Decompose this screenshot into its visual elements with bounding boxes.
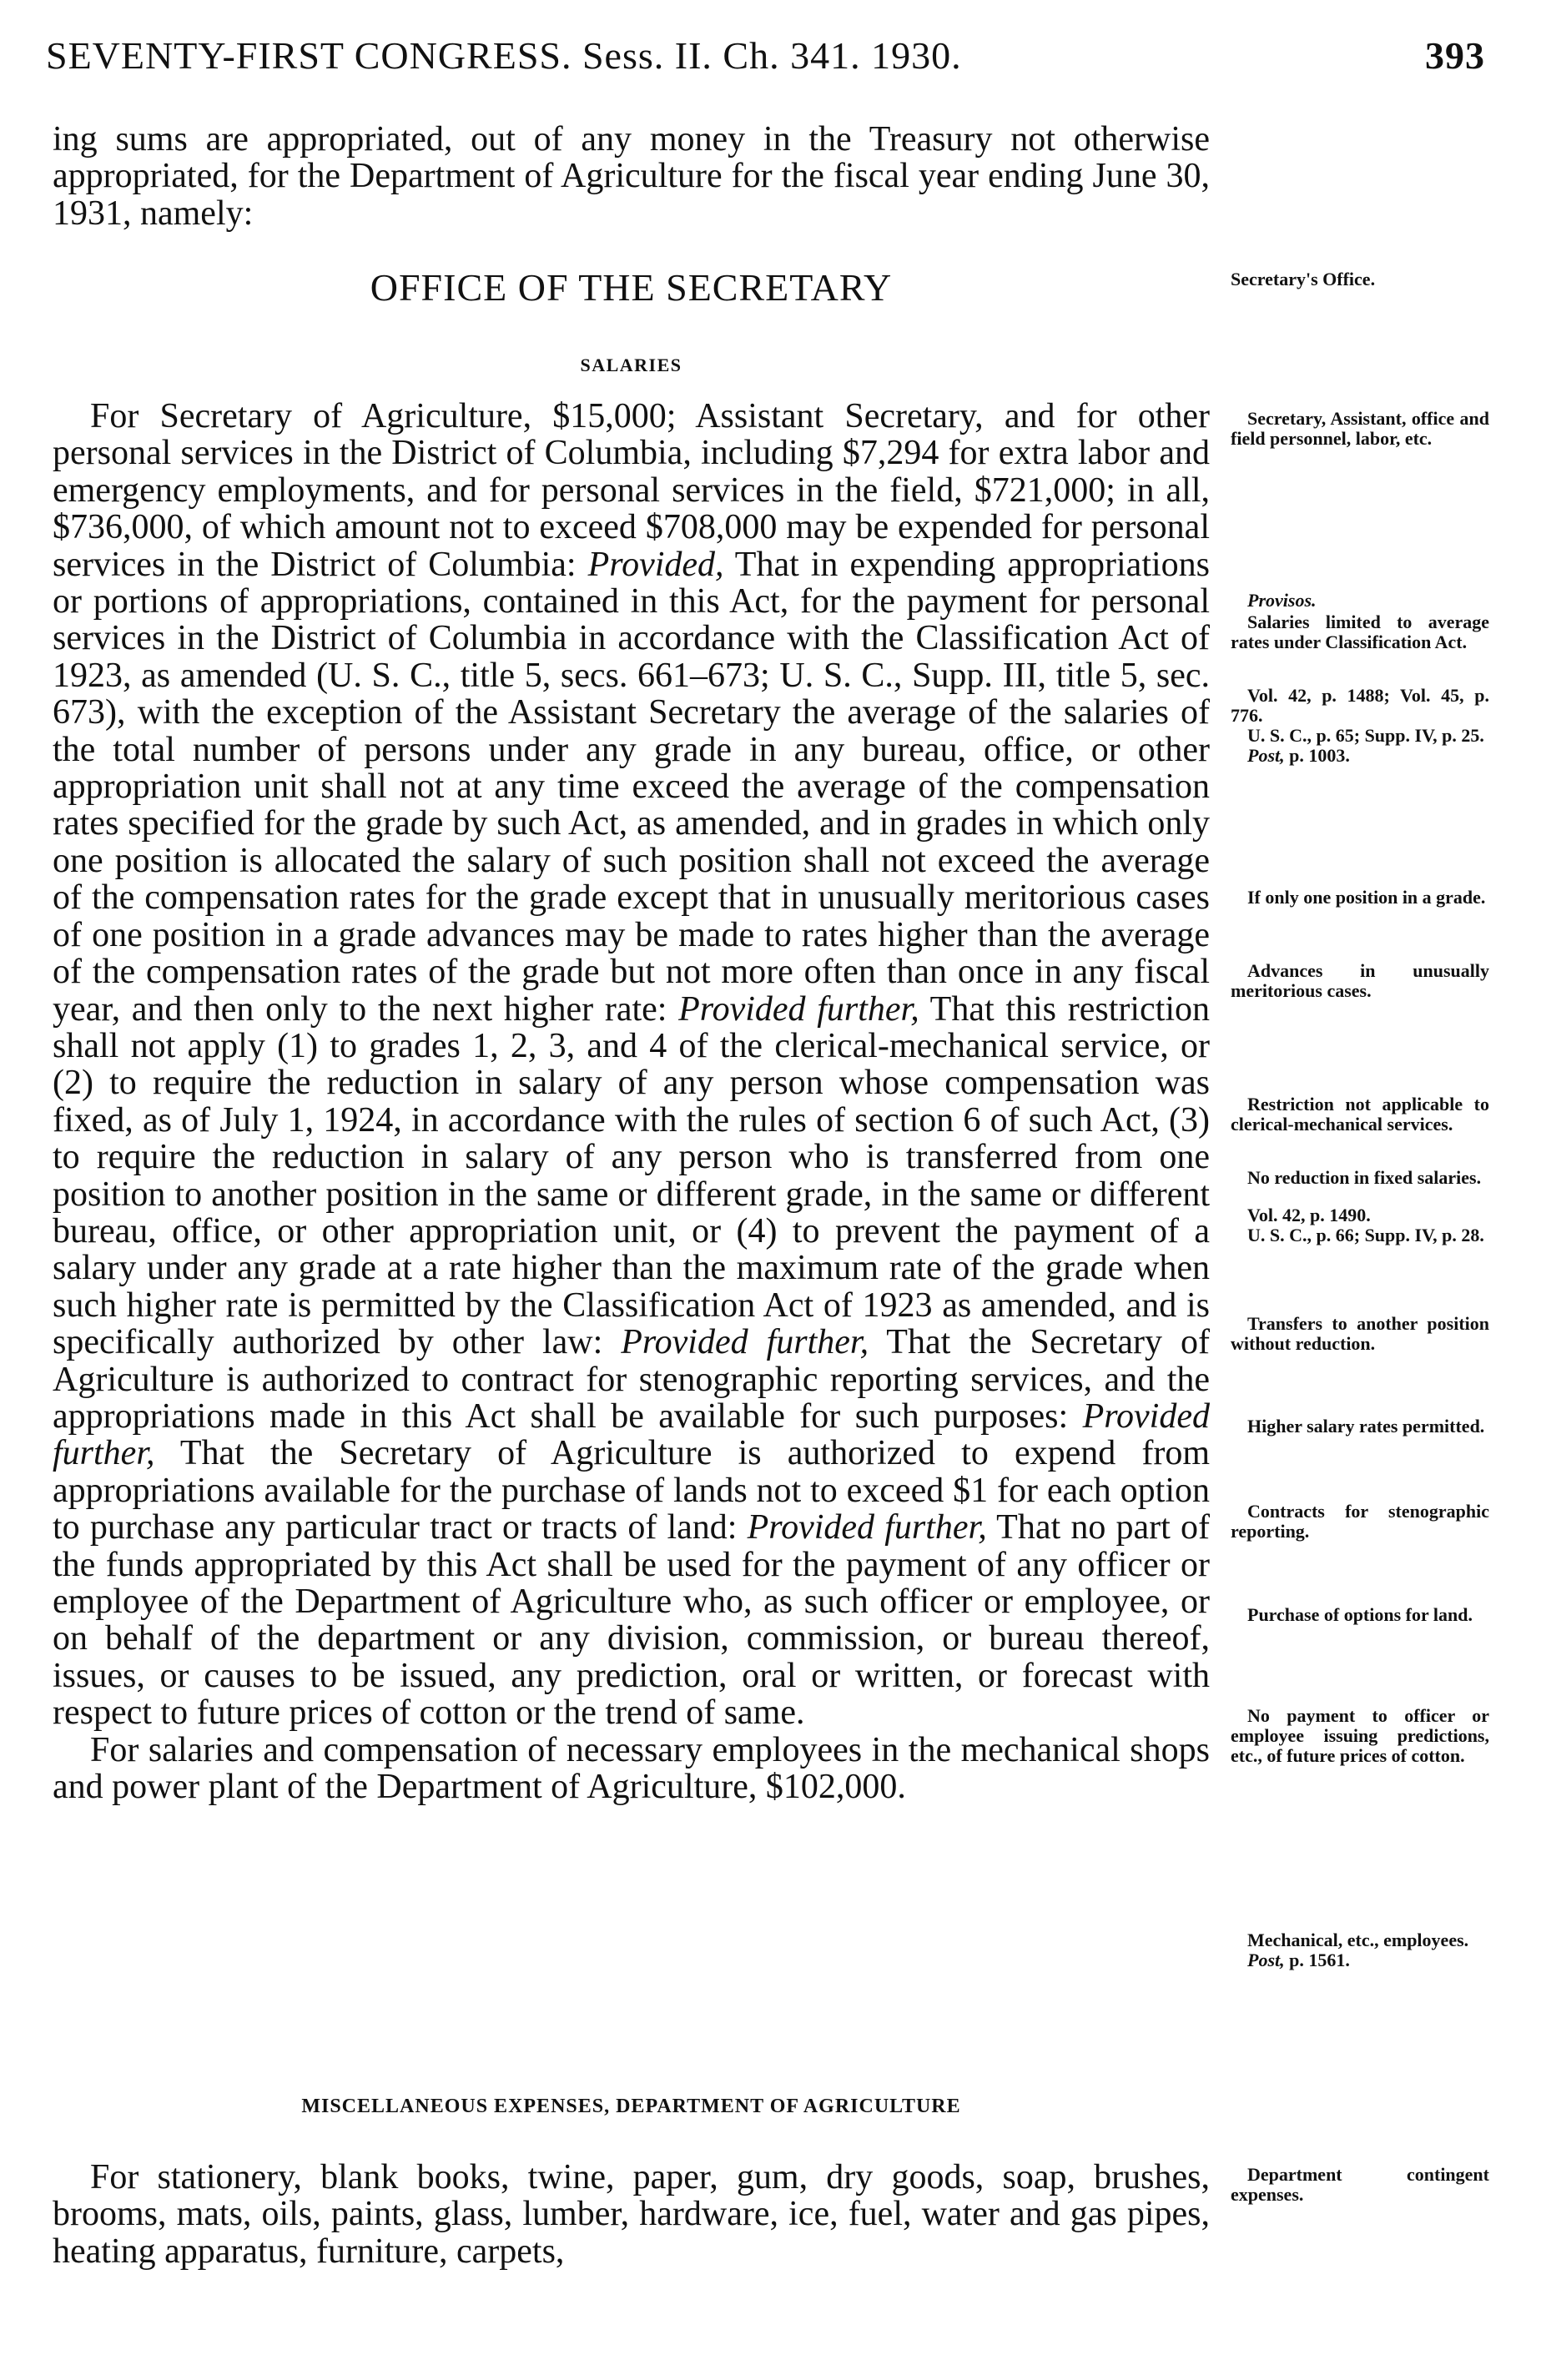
margin-note-text: Department contingent expenses. bbox=[1231, 2164, 1489, 2205]
margin-note-text: Purchase of options for land. bbox=[1247, 1604, 1473, 1625]
para1-part1: For Secretary of Agriculture, $15,000; Assistant Secretary, and for other personal services in the District of Columbia, including $7,294 for extra labor and emergency employments, and for personal services in the field, $721,000; in all, $736,000, of which amount not to exceed $708,000 may be expended for personal services in the District of Columbia: bbox=[53, 397, 1210, 584]
salaries-paragraph bbox=[53, 398, 1210, 1732]
margin-note-one-position bbox=[1231, 888, 1489, 908]
margin-note-text: No reduction in fixed salaries. bbox=[1247, 1167, 1482, 1188]
margin-note-text: No payment to officer or employee issuing predictions, etc., of future prices of cotton. bbox=[1231, 1705, 1489, 1766]
proviso-3: Provided further, bbox=[621, 1323, 869, 1362]
margin-note-text: Salaries limited to average rates under Classification Act. bbox=[1231, 611, 1489, 652]
post-label: Post, bbox=[1247, 745, 1285, 766]
citation: U. S. C., p. 65; Supp. IV, p. 25. bbox=[1247, 725, 1484, 746]
post-page: p. 1561. bbox=[1289, 1950, 1350, 1970]
margin-note-provisos bbox=[1231, 591, 1489, 611]
margin-note-advances bbox=[1231, 961, 1489, 1001]
margin-note-text: Higher salary rates permitted. bbox=[1247, 1416, 1485, 1437]
margin-note-transfers bbox=[1231, 1314, 1489, 1354]
margin-note-text: Advances in unusually meritorious cases. bbox=[1231, 960, 1489, 1001]
post-reference-2 bbox=[1231, 1950, 1489, 1970]
citation: Vol. 42, p. 1488; Vol. 45, p. 776. bbox=[1231, 685, 1489, 726]
post-page: p. 1003. bbox=[1289, 745, 1350, 766]
proviso-5: Provided further, bbox=[747, 1508, 987, 1547]
proviso-2: Provided further, bbox=[678, 989, 919, 1029]
misc-paragraph-block bbox=[53, 2159, 1210, 2270]
margin-note-text: Provisos. bbox=[1247, 590, 1317, 611]
margin-note-mechanical bbox=[1231, 1930, 1489, 1970]
post-reference-1 bbox=[1231, 746, 1489, 766]
office-heading: OFFICE OF THE SECRETARY bbox=[370, 266, 893, 309]
post-label: Post, bbox=[1247, 1950, 1285, 1970]
margin-note-text: Secretary, Assistant, office and field personnel, labor, etc. bbox=[1231, 408, 1489, 449]
running-head-title: SEVENTY-FIRST CONGRESS. Sess. II. Ch. 341. 1930. bbox=[46, 34, 962, 77]
misc-paragraph: For stationery, blank books, twine, paper, gum, dry goods, soap, brushes, brooms, mats, oils, paints, glass, lumber, hardware, ice, fuel, water and gas pipes, heating apparatus, furniture, carpets, bbox=[53, 2158, 1210, 2271]
margin-note-text: Mechanical, etc., employees. bbox=[1247, 1930, 1469, 1950]
margin-note-contracts bbox=[1231, 1502, 1489, 1542]
citation: Vol. 42, p. 1490. bbox=[1247, 1205, 1371, 1225]
proviso-4: Provided further, bbox=[53, 1396, 1210, 1473]
citation: U. S. C., p. 66; Supp. IV, p. 28. bbox=[1247, 1225, 1484, 1245]
intro-paragraph bbox=[53, 121, 1210, 232]
para1-part4: That the Secretary of Agriculture is authorized to contract for stenographic reporting services, and the appropriations made in this Act shall be available for such purposes: bbox=[53, 1323, 1210, 1436]
para1-part6: That no part of the funds appropriated by this Act shall be used for the payment of any officer or employee of the Department of Agriculture who, as such officer or employee, or on behalf of the department or any division, commission, or bureau thereof, issues, or causes to be issued, any prediction, oral or written, or forecast with respect to future prices of cotton or the trend of same. bbox=[53, 1508, 1210, 1733]
salaries-subheading: SALARIES bbox=[580, 355, 682, 375]
margin-note-citations-2 bbox=[1231, 1205, 1489, 1245]
margin-note-no-reduction bbox=[1231, 1168, 1489, 1188]
margin-note-no-payment bbox=[1231, 1706, 1489, 1766]
margin-note-contingent bbox=[1231, 2165, 1489, 2205]
misc-heading: MISCELLANEOUS EXPENSES, DEPARTMENT OF AGRICULTURE bbox=[301, 2096, 961, 2117]
margin-note-salaries-limited bbox=[1231, 612, 1489, 652]
margin-note-text: If only one position in a grade. bbox=[1247, 887, 1486, 908]
intro-text: ing sums are appropriated, out of any money in the Treasury not otherwise appropriated, for the Department of Agriculture for the fiscal year ending June 30, 1931, namely: bbox=[53, 120, 1210, 233]
para1-part2: That in expending appropriations or portions of appropriations, contained in this Act, for the payment for personal services in the District of Columbia in accordance with the Classification Act of 1923, as amended (U. S. C., title 5, secs. 661–673; U. S. C., Supp. III, title 5, sec. 673), with the exception of the Assistant Secretary the average of the salaries of the total number of persons under any grade in any bureau, office, or other appropriation unit shall not at any time exceed the average of the compensation rates specified for the grade by such Act, as amended, and in grades in which only one position is allocated the salary of such position shall not exceed the average of the compensation rates for the grade except that in unusually meritorious cases of one position in a grade advances may be made to rates higher than the average of the compensation rates of the grade but not more often than once in any fiscal year, and then only to the next higher rate: bbox=[53, 545, 1211, 1029]
running-head bbox=[46, 33, 1485, 92]
page-number: 393 bbox=[1425, 34, 1485, 77]
margin-note-text: Restriction not applicable to clerical-mechanical services. bbox=[1231, 1094, 1489, 1135]
margin-note-higher-salary bbox=[1231, 1416, 1489, 1437]
mechanical-paragraph: For salaries and compensation of necessary employees in the mechanical shops and power plant of the Department of Agriculture, $102,000. bbox=[53, 1730, 1210, 1807]
para1-part3: That this restriction shall not apply (1) to grades 1, 2, 3, and 4 of the clerical-mechanical service, or (2) to require the reduction in salary of any person whose compensation was fixed, as of July 1, 1924, in accordance with the rules of section 6 of such Act, (3) to require the reduction in salary of any person who is transferred from one position to another position in the same or different grade, in the same or different bureau, office, or other appropriation unit, or (4) to prevent the payment of a salary under any grade at a rate higher than the maximum rate of the grade when such higher rate is permitted by the Classification Act of 1923 as amended, and is specifically authorized by other law: bbox=[53, 989, 1210, 1362]
para1-part5: That the Secretary of Agriculture is authorized to expend from appropriations available for the purchase of lands not to exceed $1 for each option to purchase any particular tract or tracts of land: bbox=[53, 1434, 1210, 1547]
margin-note-secretary-assistant bbox=[1231, 409, 1489, 449]
margin-note-text: Contracts for stenographic reporting. bbox=[1231, 1501, 1489, 1542]
salaries-paragraphs bbox=[53, 398, 1210, 1805]
margin-note-citations-1 bbox=[1231, 686, 1489, 766]
margin-note-text: Transfers to another position without reduction. bbox=[1231, 1313, 1489, 1354]
margin-note-purchase-options bbox=[1231, 1605, 1489, 1625]
margin-note-text: Secretary's Office. bbox=[1231, 269, 1376, 289]
margin-note-secretarys-office bbox=[1231, 269, 1489, 289]
proviso-1: Provided, bbox=[587, 545, 724, 584]
margin-note-restriction bbox=[1231, 1094, 1489, 1135]
